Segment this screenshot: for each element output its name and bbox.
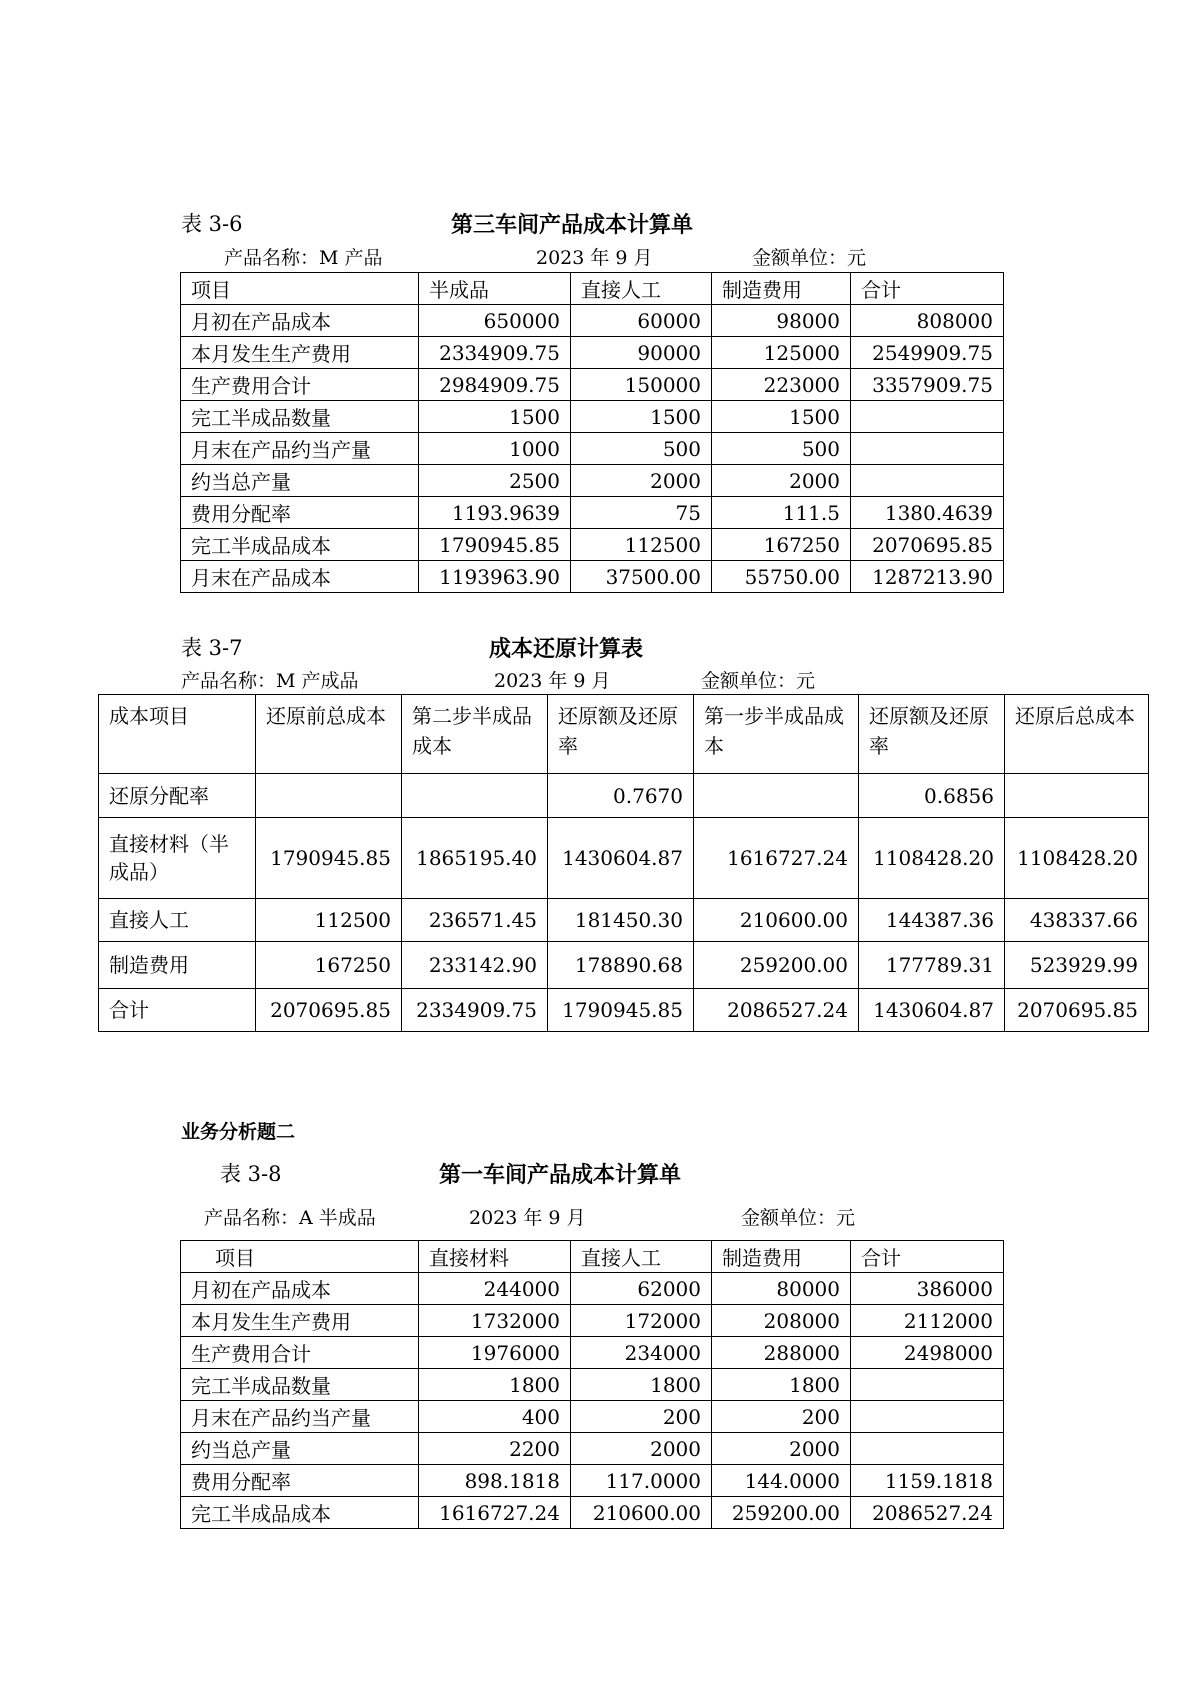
table-cell: 167250 [712,529,851,561]
table-cell: 2086527.24 [694,989,859,1032]
table-cell: 223000 [712,369,851,401]
table-cell: 1790945.85 [256,818,402,899]
table-cell: 2000 [712,1433,851,1465]
table-cell: 2112000 [851,1305,1004,1337]
table-cell [402,774,548,818]
column-header: 直接人工 [571,1241,712,1273]
table-row [181,337,1004,369]
table-cell: 1616727.24 [419,1497,571,1529]
section-title: 业务分析题二 [181,1121,296,1143]
table-cell: 1500 [419,401,571,433]
table-cell: 3357909.75 [851,369,1004,401]
table-cell: 1732000 [419,1305,571,1337]
table-header-row [181,1241,1004,1273]
table-cell: 117.0000 [571,1465,712,1497]
table-cell: 2500 [419,465,571,497]
table-row [181,465,1004,497]
table-cell: 112500 [256,899,402,942]
column-header: 项目 [181,1241,419,1273]
table-row [181,1369,1004,1401]
row-label: 费用分配率 [181,1465,419,1497]
column-header: 制造费用 [712,273,851,305]
table-row [181,369,1004,401]
table-cell [851,1401,1004,1433]
table-3-6-date: 2023 年 9 月 [536,247,653,269]
row-label: 本月发生生产费用 [181,337,419,369]
row-label: 制造费用 [99,942,256,989]
column-header: 还原额及还原率 [859,695,1005,774]
table-cell: 1790945.85 [419,529,571,561]
table-cell: 1790945.85 [548,989,694,1032]
table-cell: 523929.99 [1005,942,1149,989]
table-cell: 1000 [419,433,571,465]
table-cell: 167250 [256,942,402,989]
row-label: 直接人工 [99,899,256,942]
table-cell: 2070695.85 [1005,989,1149,1032]
table-cell [851,1369,1004,1401]
table-row [181,1305,1004,1337]
table-3-7-product: 产品名称：M 产成品 [181,670,359,692]
table-cell: 150000 [571,369,712,401]
table-cell [256,774,402,818]
table-cell: 288000 [712,1337,851,1369]
row-label: 月初在产品成本 [181,305,419,337]
table-cell: 500 [571,433,712,465]
table-header-row [181,273,1004,305]
table-3-6-title: 第三车间产品成本计算单 [451,212,694,238]
cost-table-3-8 [180,1240,1004,1529]
table-cell: 181450.30 [548,899,694,942]
table-cell: 1287213.90 [851,561,1004,593]
table-cell: 1430604.87 [548,818,694,899]
table-cell: 2334909.75 [402,989,548,1032]
column-header: 还原前总成本 [256,695,402,774]
table-cell: 1500 [571,401,712,433]
row-label: 费用分配率 [181,497,419,529]
row-label: 月末在产品约当产量 [181,1401,419,1433]
table-cell: 37500.00 [571,561,712,593]
table-cell: 1800 [571,1369,712,1401]
table-cell: 0.7670 [548,774,694,818]
row-label: 约当总产量 [181,1433,419,1465]
table-cell: 438337.66 [1005,899,1149,942]
column-header: 制造费用 [712,1241,851,1273]
table-cell: 112500 [571,529,712,561]
table-3-6-product: 产品名称：M 产品 [224,247,383,269]
row-label: 月末在产品成本 [181,561,419,593]
table-cell: 200 [571,1401,712,1433]
table-cell: 500 [712,433,851,465]
table-cell: 400 [419,1401,571,1433]
table-cell: 1616727.24 [694,818,859,899]
table-3-6-unit: 金额单位：元 [752,247,867,269]
table-cell: 1193963.90 [419,561,571,593]
column-header: 成本项目 [99,695,256,774]
table-row [99,942,1149,989]
table-cell: 2000 [712,465,851,497]
table-cell: 808000 [851,305,1004,337]
table-cell: 0.6856 [859,774,1005,818]
row-label: 完工半成品成本 [181,529,419,561]
row-label: 生产费用合计 [181,1337,419,1369]
table-cell: 386000 [851,1273,1004,1305]
table-row [181,529,1004,561]
table-cell: 2498000 [851,1337,1004,1369]
table-header-row [99,695,1149,774]
table-cell: 208000 [712,1305,851,1337]
table-cell: 90000 [571,337,712,369]
cost-reduction-table-3-7 [98,694,1149,1032]
table-cell: 1800 [712,1369,851,1401]
table-row [99,899,1149,942]
column-header: 半成品 [419,273,571,305]
table-cell: 1430604.87 [859,989,1005,1032]
table-row [99,774,1149,818]
column-header: 第一步半成品成本 [694,695,859,774]
row-label: 完工半成品数量 [181,401,419,433]
table-cell: 244000 [419,1273,571,1305]
table-cell: 98000 [712,305,851,337]
table-cell: 259200.00 [694,942,859,989]
table-row [181,1497,1004,1529]
table-cell: 144.0000 [712,1465,851,1497]
table-3-8-unit: 金额单位：元 [741,1207,856,1229]
table-3-8-product: 产品名称：A 半成品 [204,1207,376,1229]
column-header: 还原额及还原率 [548,695,694,774]
column-header: 项目 [181,273,419,305]
table-3-7-title: 成本还原计算表 [489,636,644,662]
table-row [181,305,1004,337]
table-cell: 259200.00 [712,1497,851,1529]
table-row [181,1337,1004,1369]
table-cell: 2200 [419,1433,571,1465]
table-cell: 55750.00 [712,561,851,593]
table-cell: 1159.1818 [851,1465,1004,1497]
table-cell: 172000 [571,1305,712,1337]
table-cell: 1193.9639 [419,497,571,529]
row-label: 合计 [99,989,256,1032]
table-cell: 2334909.75 [419,337,571,369]
table-cell: 2000 [571,1433,712,1465]
table-cell: 62000 [571,1273,712,1305]
table-3-7-date: 2023 年 9 月 [494,670,611,692]
column-header: 第二步半成品成本 [402,695,548,774]
table-cell: 144387.36 [859,899,1005,942]
table-cell: 234000 [571,1337,712,1369]
table-3-6-label: 表 3-6 [181,212,243,236]
table-cell: 898.1818 [419,1465,571,1497]
table-row [181,1273,1004,1305]
table-cell: 650000 [419,305,571,337]
table-row [181,497,1004,529]
table-cell: 1108428.20 [1005,818,1149,899]
table-cell: 210600.00 [571,1497,712,1529]
table-cell: 236571.45 [402,899,548,942]
table-cell: 1500 [712,401,851,433]
table-cell [851,465,1004,497]
row-label: 月末在产品约当产量 [181,433,419,465]
table-cell: 178890.68 [548,942,694,989]
table-cell [1005,774,1149,818]
cost-table-3-6 [180,272,1004,593]
table-cell: 1380.4639 [851,497,1004,529]
table-row [181,401,1004,433]
table-3-7-label: 表 3-7 [181,636,243,660]
table-cell: 2070695.85 [851,529,1004,561]
row-label: 本月发生生产费用 [181,1305,419,1337]
table-cell: 2549909.75 [851,337,1004,369]
row-label: 还原分配率 [99,774,256,818]
column-header: 还原后总成本 [1005,695,1149,774]
row-label: 约当总产量 [181,465,419,497]
table-cell: 1108428.20 [859,818,1005,899]
table-cell: 75 [571,497,712,529]
table-cell: 200 [712,1401,851,1433]
column-header: 合计 [851,273,1004,305]
table-cell [851,433,1004,465]
table-cell: 2086527.24 [851,1497,1004,1529]
column-header: 直接材料 [419,1241,571,1273]
table-cell: 210600.00 [694,899,859,942]
table-cell: 1800 [419,1369,571,1401]
table-3-7-unit: 金额单位：元 [701,670,816,692]
table-cell: 2000 [571,465,712,497]
table-cell [851,401,1004,433]
table-cell: 60000 [571,305,712,337]
row-label: 月初在产品成本 [181,1273,419,1305]
table-3-8-title: 第一车间产品成本计算单 [439,1162,682,1188]
table-row [181,1465,1004,1497]
table-row [181,1401,1004,1433]
table-row [181,433,1004,465]
table-cell: 1976000 [419,1337,571,1369]
table-cell: 125000 [712,337,851,369]
row-label: 完工半成品成本 [181,1497,419,1529]
row-label: 完工半成品数量 [181,1369,419,1401]
table-cell: 177789.31 [859,942,1005,989]
table-cell [694,774,859,818]
table-row [99,989,1149,1032]
table-cell: 1865195.40 [402,818,548,899]
table-cell: 2070695.85 [256,989,402,1032]
table-cell: 111.5 [712,497,851,529]
table-cell: 2984909.75 [419,369,571,401]
row-label: 生产费用合计 [181,369,419,401]
table-3-8-label: 表 3-8 [220,1162,282,1186]
column-header: 合计 [851,1241,1004,1273]
row-label: 直接材料（半成品） [99,818,256,899]
column-header: 直接人工 [571,273,712,305]
table-cell: 233142.90 [402,942,548,989]
table-row [181,561,1004,593]
table-cell [851,1433,1004,1465]
table-cell: 80000 [712,1273,851,1305]
table-row [181,1433,1004,1465]
table-row [99,818,1149,899]
table-3-8-date: 2023 年 9 月 [469,1207,586,1229]
